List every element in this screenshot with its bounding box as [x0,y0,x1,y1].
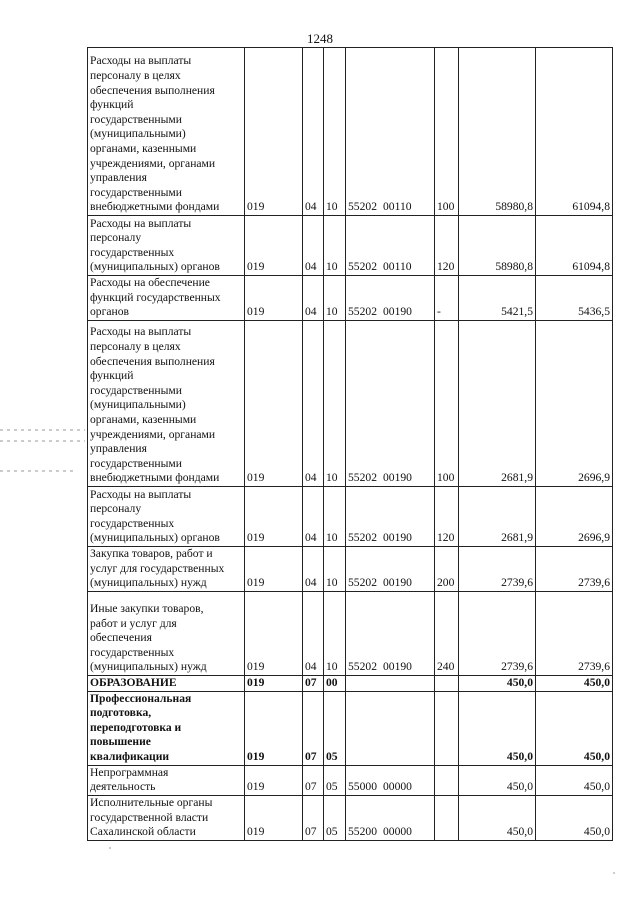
section-code-cell: 04 [303,547,324,592]
subsection-code-cell: 05 [324,765,346,795]
expense-type-cell [435,691,459,765]
program-code: 55000 [348,780,377,794]
program-code-cell [346,795,435,840]
item-code: 00190 [382,531,412,545]
amount-year1-cell: 2681,9 [459,321,536,487]
expense-type-cell [435,795,459,840]
section-code-cell: 04 [303,276,324,321]
table-row [88,487,613,547]
amount-year1-cell: 450,0 [459,691,536,765]
ministry-code-cell: 019 [245,276,303,321]
program-code-cell [346,765,435,795]
ministry-code-cell: 019 [245,216,303,276]
ministry-code-cell: 019 [245,592,303,676]
subsection-code-cell: 10 [324,216,346,276]
program-code-cell [346,487,435,547]
program-code-cell [346,676,435,692]
budget-table [87,47,613,841]
amount-year1-cell: 450,0 [459,765,536,795]
table-body [88,48,613,841]
amount-year2-cell: 450,0 [536,691,613,765]
amount-year1-cell: 450,0 [459,676,536,692]
ministry-code-cell: 019 [245,691,303,765]
table-row [88,676,613,692]
program-code: 55202 [348,471,377,485]
amount-year2-cell: 2739,6 [536,547,613,592]
table-row [88,547,613,592]
expense-type-cell [435,676,459,692]
subsection-code-cell: 10 [324,592,346,676]
amount-year2-cell: 450,0 [536,676,613,692]
subsection-code-cell: 00 [324,676,346,692]
program-code-cell [346,691,435,765]
subsection-code-cell: 10 [324,276,346,321]
subsection-code-cell: 05 [324,795,346,840]
amount-year1-cell: 58980,8 [459,48,536,216]
table-row [88,691,613,765]
row-name-cell: Непрограммная деятельность [88,765,245,795]
table-row [88,276,613,321]
page-number: 1248 [307,31,333,46]
row-name-cell: Исполнительные органы государственной власти Сахалинской области [88,795,245,840]
row-name-cell: Расходы на выплаты персоналу в целях обеспечения выполнения функций государственными (муниципальными) органами, казенными учреждениями, органами управления государственными внебюджетными фондами [88,321,245,487]
program-code: 55202 [348,531,377,545]
program-code: 55202 [348,305,377,319]
table-row [88,592,613,676]
amount-year2-cell: 2739,6 [536,592,613,676]
row-name-cell: Профессиональная подготовка, переподготовка и повышение квалификации [88,691,245,765]
row-name-cell: ОБРАЗОВАНИЕ [88,676,245,692]
row-name-cell: Расходы на выплаты персоналу в целях обеспечения выполнения функций государственными (муниципальными) органами, казенными учреждениями, органами управления государственными внебюджетными фондами [88,48,245,216]
ministry-code-cell: 019 [245,487,303,547]
row-name-cell: Расходы на обеспечение функций государственных органов [88,276,245,321]
item-code: 00110 [382,200,412,214]
amount-year1-cell: 2739,6 [459,547,536,592]
program-code-cell [346,48,435,216]
amount-year1-cell: 450,0 [459,795,536,840]
expense-type-cell: - [435,276,459,321]
program-code: 55202 [348,260,377,274]
table-row [88,795,613,840]
section-code-cell: 07 [303,795,324,840]
subsection-code-cell: 10 [324,48,346,216]
expense-type-cell: 200 [435,547,459,592]
expense-type-cell: 100 [435,48,459,216]
program-code-cell [346,321,435,487]
expense-type-cell: 120 [435,487,459,547]
amount-year2-cell: 450,0 [536,795,613,840]
table-row [88,765,613,795]
section-code-cell: 04 [303,48,324,216]
program-code: 55202 [348,660,377,674]
section-code-cell: 07 [303,691,324,765]
amount-year1-cell: 2681,9 [459,487,536,547]
section-code-cell: 07 [303,676,324,692]
program-code: 55200 [348,825,377,839]
row-name-cell: Закупка товаров, работ и услуг для государственных (муниципальных) нужд [88,547,245,592]
section-code-cell: 04 [303,216,324,276]
amount-year2-cell: 61094,8 [536,216,613,276]
amount-year2-cell: 61094,8 [536,48,613,216]
row-name-cell: Иные закупки товаров, работ и услуг для обеспечения государственных (муниципальных) нужд [88,592,245,676]
table-row [88,321,613,487]
item-code: 00000 [382,825,412,839]
item-code: 00190 [382,576,412,590]
item-code: 00110 [382,260,412,274]
item-code: 00190 [382,305,412,319]
expense-type-cell: 100 [435,321,459,487]
expense-type-cell [435,765,459,795]
item-code: 00190 [382,660,412,674]
amount-year2-cell: 450,0 [536,765,613,795]
section-code-cell: 07 [303,765,324,795]
ministry-code-cell: 019 [245,547,303,592]
table-row [88,216,613,276]
amount-year1-cell: 58980,8 [459,216,536,276]
subsection-code-cell: 10 [324,487,346,547]
expense-type-cell: 240 [435,592,459,676]
item-code: 00000 [382,780,412,794]
subsection-code-cell: 10 [324,547,346,592]
expense-type-cell: 120 [435,216,459,276]
program-code: 55202 [348,200,377,214]
amount-year2-cell: 2696,9 [536,487,613,547]
amount-year2-cell: 2696,9 [536,321,613,487]
amount-year1-cell: 5421,5 [459,276,536,321]
ministry-code-cell: 019 [245,795,303,840]
ministry-code-cell: 019 [245,321,303,487]
subsection-code-cell: 05 [324,691,346,765]
program-code-cell [346,216,435,276]
subsection-code-cell: 10 [324,321,346,487]
program-code: 55202 [348,576,377,590]
ministry-code-cell: 019 [245,676,303,692]
section-code-cell: 04 [303,592,324,676]
ministry-code-cell: 019 [245,765,303,795]
table-row [88,48,613,216]
program-code-cell [346,276,435,321]
item-code: 00190 [382,471,412,485]
program-code-cell [346,547,435,592]
ministry-code-cell: 019 [245,48,303,216]
row-name-cell: Расходы на выплаты персоналу государственных (муниципальных) органов [88,216,245,276]
amount-year1-cell: 2739,6 [459,592,536,676]
section-code-cell: 04 [303,321,324,487]
program-code-cell [346,592,435,676]
amount-year2-cell: 5436,5 [536,276,613,321]
row-name-cell: Расходы на выплаты персоналу государственных (муниципальных) органов [88,487,245,547]
section-code-cell: 04 [303,487,324,547]
